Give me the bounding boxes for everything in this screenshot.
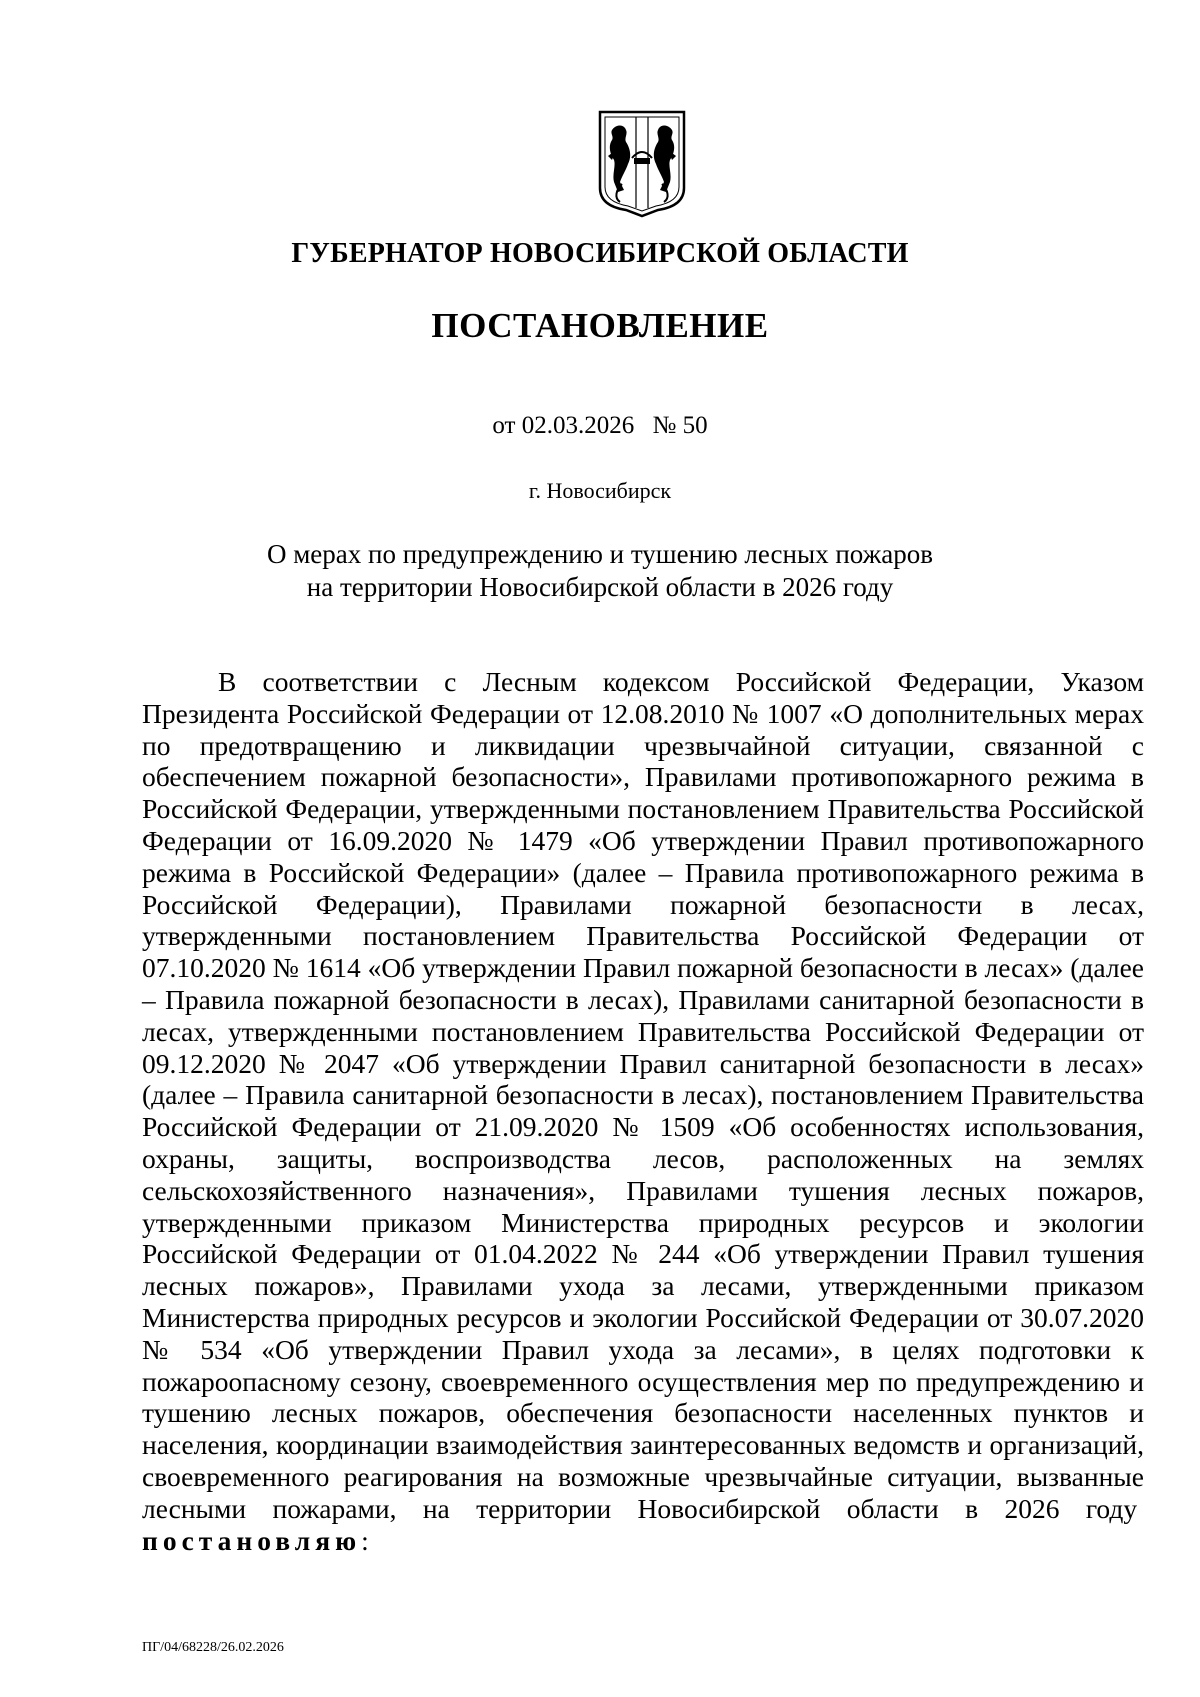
document-date-line: [0, 412, 1200, 440]
date-prefix: от: [492, 412, 516, 439]
document-title: [0, 538, 1200, 604]
decree-punctuation: :: [361, 1524, 369, 1556]
issuing-authority: ГУБЕРНАТОР НОВОСИБИРСКОЙ ОБЛАСТИ: [291, 238, 909, 269]
document-number: № 50: [652, 412, 708, 439]
document-city: г. Новосибирск: [528, 478, 672, 503]
novosibirsk-coat-of-arms-icon: [598, 110, 686, 218]
document-date: 02.03.2026: [521, 412, 635, 439]
body-paragraph-text: В соответствии с Лесным кодексом Российской Федерации, Указом Президента Российской Федерации от 12.08.2010 № 1007 «О дополнительных мерах по предотвращению и ликвидации чрезвычайной ситуации, связанной с обеспечением пожарной безопасности», Правилами противопожарного режима в Российской Федерации, утвержденными постановлением Правительства Российской Федерации от 16.09.2020 № 1479 «Об утверждении Правил противопожарного режима в Российской Федерации» (далее – Правила противопожарного режима в Российской Федерации), Правилами пожарной безопасности в лесах, утвержденными постановлением Правительства Российской Федерации от 07.10.2020 № 1614 «Об утверждении Правил пожарной безопасности в лесах» (далее – Правила пожарной безопасности в лесах), Правилами санитарной безопасности в лесах, утвержденными постановлением Правительства Российской Федерации от 09.12.2020 № 2047 «Об утверждении Правил санитарной безопасности в лесах» (далее – Правила санитарной безопасности в лесах), постановлением Правительства Российской Федерации от 21.09.2020 № 1509 «Об особенностях использования, охраны, защиты, воспроизводства лесов, расположенных на землях сельскохозяйственного назначения», Правилами тушения лесных пожаров, утвержденными приказом Министерства природных ресурсов и экологии Российской Федерации от 01.04.2022 № 244 «Об утверждении Правил тушения лесных пожаров», Правилами ухода за лесами, утвержденными приказом Министерства природных ресурсов и экологии Российской Федерации от 30.07.2020 № 534 «Об утверждении Правил ухода за лесами», в целях подготовки к пожароопасному сезону, своевременного осуществления мер по предупреждению и тушению лесных пожаров, обеспечения безопасности населенных пунктов и населения, координации взаимодействия заинтересованных ведомств и организаций, своевременного реагирования на возможные чрезвычайные ситуации, вызванные лесными пожарами, на территории Новосибирской области в 2026 году: [142, 666, 1144, 1524]
document-type: ПОСТАНОВЛЕНИЕ: [431, 306, 769, 345]
document-title-line-1: О мерах по предупреждению и тушению лесных пожаров: [266, 539, 934, 569]
document-title-line-2: на территории Новосибирской области в 2026 году: [306, 572, 894, 602]
registration-code: ПГ/04/68228/26.02.2026: [142, 1640, 284, 1655]
body-paragraph: [142, 666, 1144, 1556]
decree-word: постановляю: [142, 1524, 362, 1556]
